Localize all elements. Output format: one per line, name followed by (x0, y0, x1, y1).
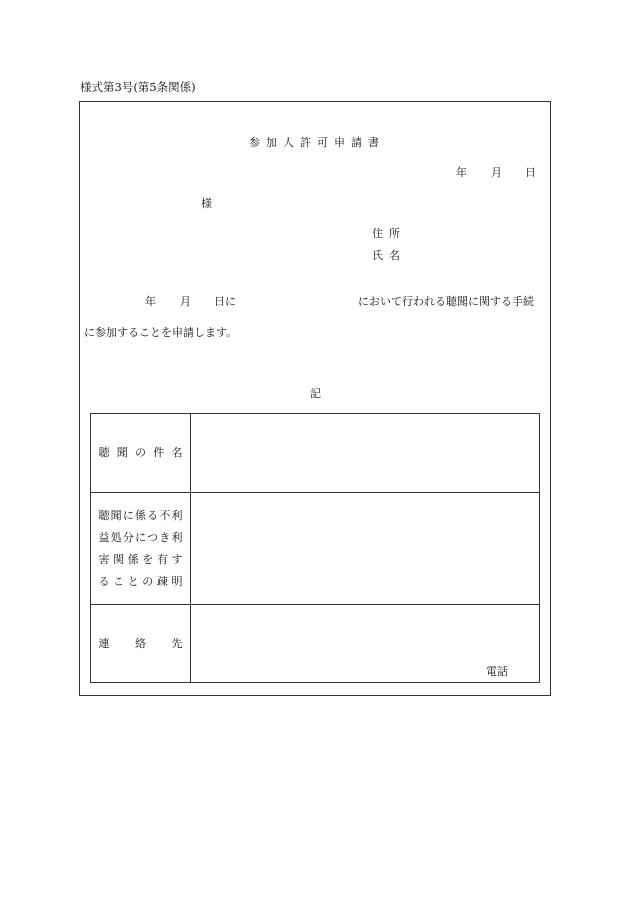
case-name-value-cell (191, 414, 540, 493)
interest-value-cell (191, 493, 540, 605)
body-year-label: 年 (145, 295, 156, 308)
interest-label-cell (91, 493, 191, 605)
table-row (91, 605, 540, 683)
date-month-label: 月 (491, 166, 502, 179)
addressee-suffix: 様 (201, 197, 212, 210)
body-line-2: に参加することを申請します。 (84, 326, 238, 339)
contact-value-cell (191, 605, 540, 683)
phone-label: 電話 (486, 665, 508, 678)
form-title: 参加人許可申請書 (249, 136, 385, 149)
date-day-label: 日 (525, 166, 536, 179)
body-month-label: 月 (180, 295, 191, 308)
name-label: 氏名 (372, 249, 406, 262)
interest-label-line-3: 害関係を有す (98, 552, 183, 566)
interest-label-line-4: ることの疎明 (98, 574, 183, 588)
table-row (91, 493, 540, 605)
date-year-label: 年 (456, 166, 467, 179)
details-table (90, 413, 540, 683)
interest-label-line-1: 聴聞に係る不利 (98, 508, 183, 522)
body-mid-text: において行われる聴聞に関する手続 (358, 295, 534, 308)
body-day-label: 日に (214, 295, 236, 308)
ki-heading: 記 (310, 387, 321, 400)
case-name-label: 聴聞の件名 (98, 446, 183, 459)
contact-label-cell (91, 605, 191, 683)
form-number-label: 様式第3号(第5条関係) (80, 80, 196, 94)
case-name-label-cell (91, 414, 191, 493)
address-label: 住所 (372, 227, 406, 240)
table-row (91, 414, 540, 493)
interest-label-line-2: 益処分につき利 (98, 530, 183, 544)
contact-label: 連絡先 (98, 636, 183, 650)
